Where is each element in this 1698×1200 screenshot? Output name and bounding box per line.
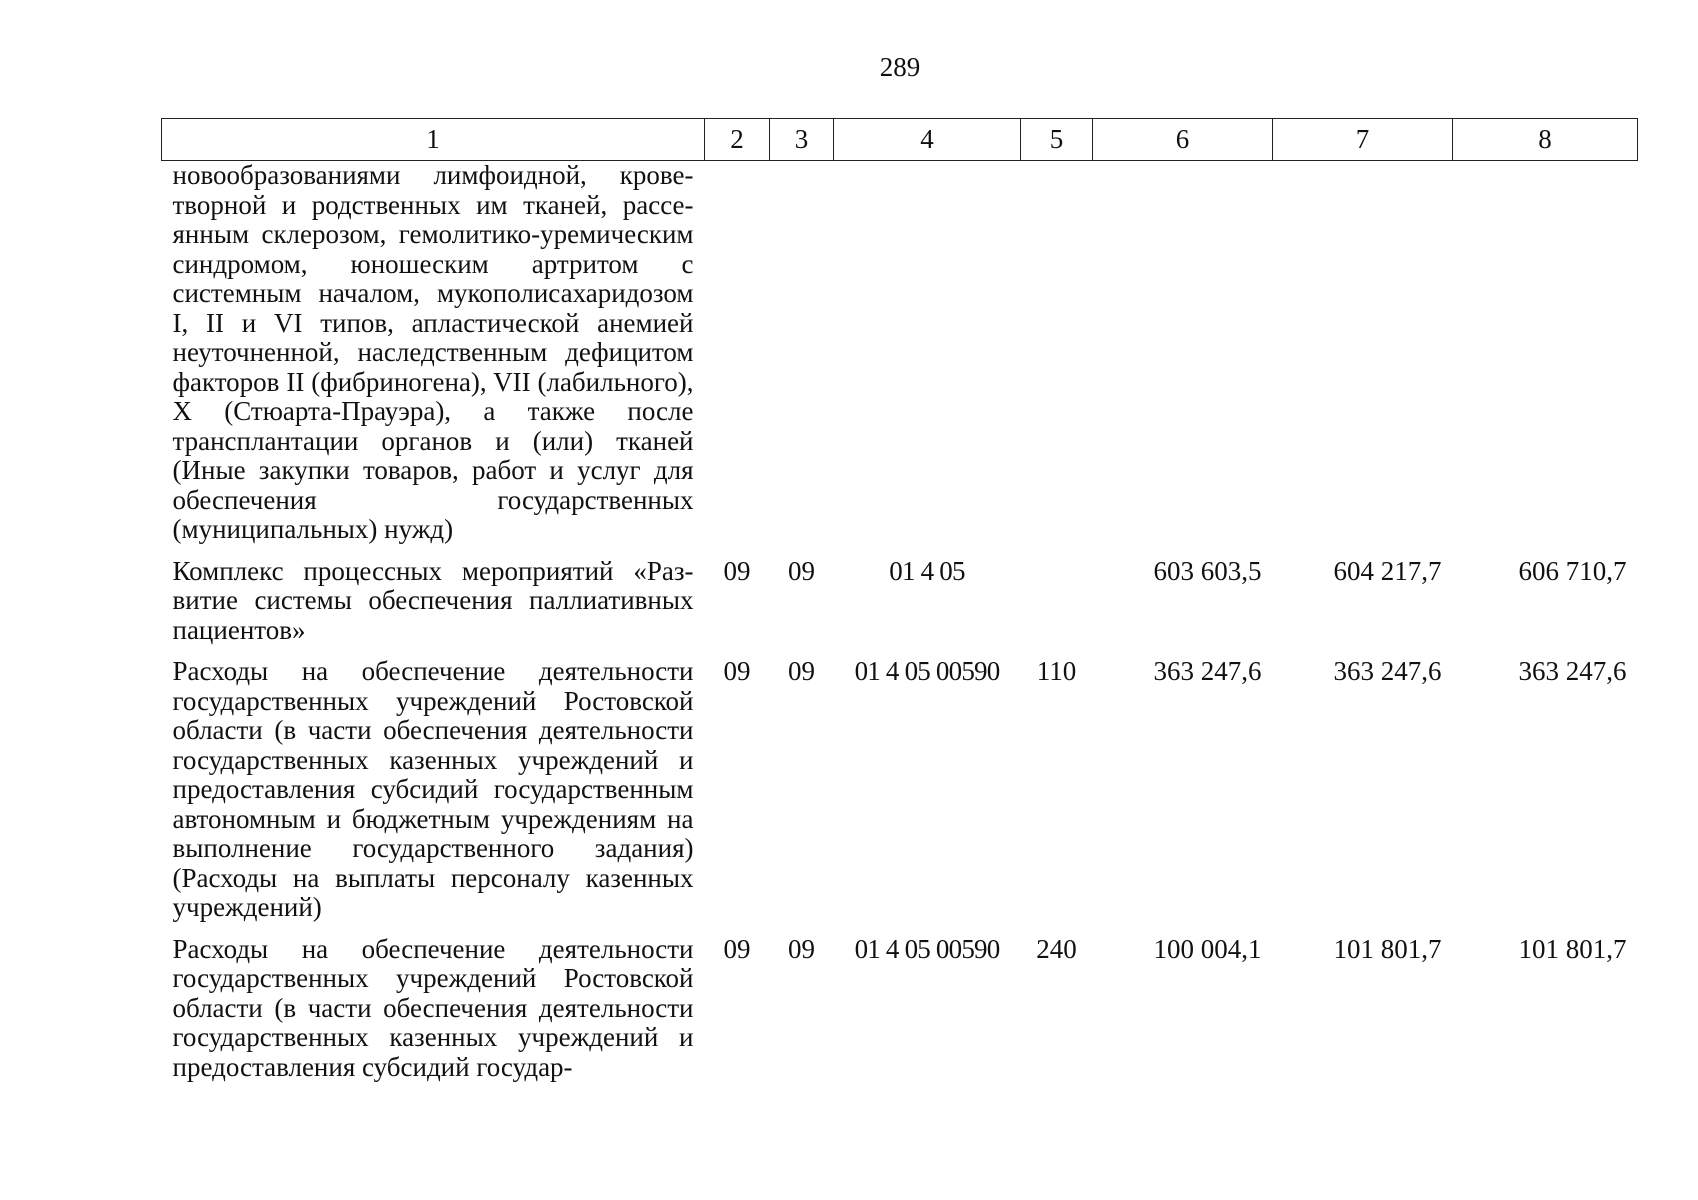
- row-section: 09: [723, 656, 751, 686]
- row-target-article: 01 4 05 00590: [854, 656, 1000, 686]
- column-header-7: 7: [1273, 119, 1453, 161]
- row-amount-year-1: [1093, 161, 1273, 545]
- column-header-3: 3: [770, 119, 834, 161]
- row-expense-type: 240: [1036, 933, 1077, 964]
- row-description: Комплекс процессных мероприятий «Развитие системы обеспечения паллиативных пациентов»: [172, 555, 694, 645]
- row-amount-year-2: 363 247,6: [1333, 656, 1442, 686]
- row-subsection: 09: [788, 656, 815, 686]
- row-amount-year-3: 101 801,7: [1518, 933, 1627, 964]
- row-subsection: 09: [788, 933, 815, 964]
- table-row: [162, 645, 1638, 923]
- budget-table: [161, 118, 1638, 1082]
- row-target-article: [834, 161, 1021, 545]
- table-row: [162, 161, 1638, 545]
- table-row: [162, 545, 1638, 646]
- column-header-4: 4: [834, 119, 1021, 161]
- row-subsection: [770, 161, 834, 545]
- row-description: Расходы на обеспечение деятельности государственных учреждений Ростовской области (в части обеспечения деятельности государственных казенных учреждений и предоставления субсидий государ-: [172, 933, 694, 1082]
- page-number: 289: [879, 52, 921, 82]
- row-amount-year-1: 363 247,6: [1153, 656, 1262, 686]
- row-amount-year-1: 100 004,1: [1153, 933, 1262, 964]
- row-subsection: 09: [788, 555, 815, 586]
- row-description: новообразованиями лимфоидной, кроветворной и родственных им тканей, рассеянным склерозом, гемолитико-уремическим синдромом, юношеским артритом с системным началом, мукополисахаридозом I, II и VI типов, апластической анемией неуточненной, наследственным дефицитом факторов II (фибриногена), VII (лабильного), X (Стюарта-Прауэра), а также после трансплантации органов и (или) тканей (Иные закупки товаров, работ и услуг для обеспечения государственных (муниципальных) нужд): [172, 160, 694, 544]
- row-amount-year-2: [1273, 161, 1453, 545]
- row-target-article: 01 4 05 00590: [854, 933, 1000, 964]
- row-amount-year-2: 101 801,7: [1333, 933, 1442, 964]
- row-description: Расходы на обеспечение деятельности государственных учреждений Ростовской области (в части обеспечения деятельности государственных казенных учреждений и предоставления субсидий государственным автономным и бюджетным учреждениям на выполнение государственного задания) (Расходы на выплаты персоналу казенных учреждений): [172, 656, 694, 922]
- row-amount-year-2: 604 217,7: [1333, 555, 1442, 586]
- column-header-6: 6: [1093, 119, 1273, 161]
- column-header-8: 8: [1453, 119, 1638, 161]
- row-expense-type: [1021, 545, 1093, 646]
- row-section: 09: [723, 933, 751, 964]
- table-header-row: [162, 119, 1638, 161]
- row-section: 09: [723, 555, 751, 586]
- row-amount-year-1: 603 603,5: [1153, 555, 1262, 586]
- column-header-1: 1: [162, 119, 705, 161]
- row-target-article: 01 4 05: [889, 555, 965, 586]
- column-header-2: 2: [705, 119, 770, 161]
- table-row: [162, 923, 1638, 1083]
- row-amount-year-3: 363 247,6: [1518, 656, 1627, 686]
- row-amount-year-3: [1453, 161, 1638, 545]
- row-expense-type: [1021, 161, 1093, 545]
- row-amount-year-3: 606 710,7: [1518, 555, 1627, 586]
- column-header-5: 5: [1021, 119, 1093, 161]
- row-section: [705, 161, 770, 545]
- row-expense-type: 110: [1036, 656, 1077, 686]
